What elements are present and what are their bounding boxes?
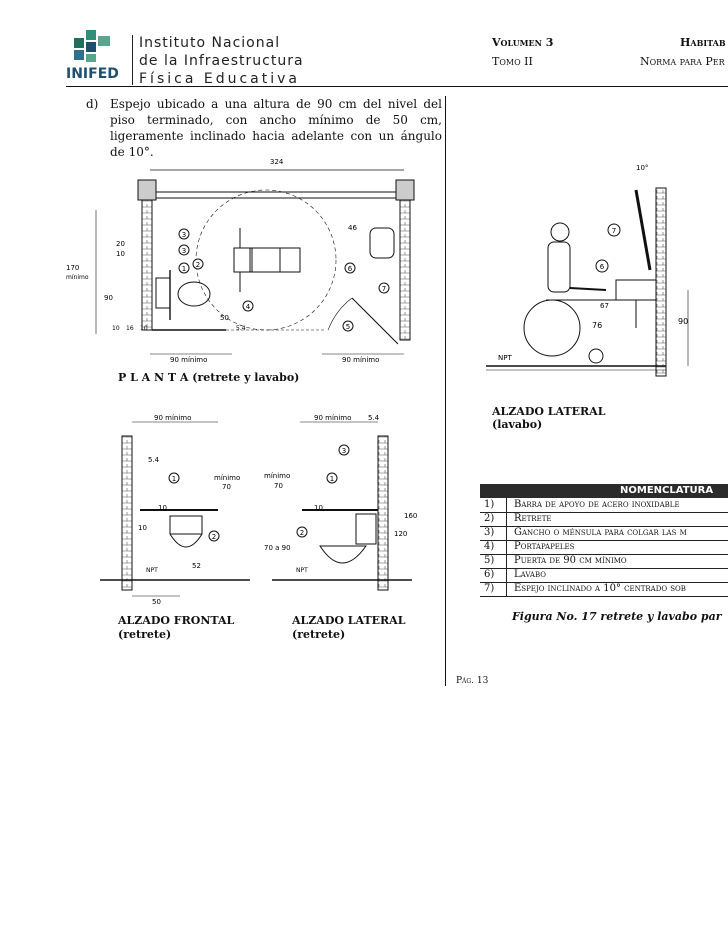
lateral-ret-70: 70 — [274, 482, 283, 490]
institute-name — [139, 34, 304, 88]
nomenclature-row — [480, 498, 728, 513]
dim-324: 324 — [270, 158, 284, 166]
nomenclature-row — [480, 554, 728, 569]
dim-50: 50 — [220, 314, 229, 322]
nom-text-1: Barra de apoyo de acero inoxidable — [514, 499, 680, 510]
frontal-marker-2: 2 — [211, 533, 217, 541]
nom-text-6: Lavabo — [514, 569, 546, 580]
institute-line-1: Instituto Nacional — [139, 35, 281, 51]
lateral-lavabo-caption-2: (lavabo) — [492, 418, 543, 431]
dim-20: 20 — [116, 240, 125, 248]
lateral-ret-54: 5.4 — [368, 414, 380, 422]
dim-67: 67 — [600, 302, 609, 310]
marker-lav-6: 6 — [599, 263, 605, 271]
frontal-dim-10: 10 — [158, 504, 167, 512]
nom-num-5: 5) — [484, 555, 495, 566]
frontal-marker-1: 1 — [171, 475, 177, 483]
lateral-ret-marker-2: 2 — [299, 529, 305, 537]
nom-num-7: 7) — [484, 583, 495, 594]
marker-4: 4 — [245, 303, 251, 311]
lateral-ret-npt: NPT — [296, 567, 308, 574]
inifed-logo — [66, 28, 128, 84]
lateral-ret-120: 120 — [394, 530, 408, 538]
nomenclature-title: NOMENCLATURA — [620, 485, 714, 496]
dim-76: 76 — [592, 321, 603, 330]
paragraph-text: Espejo ubicado a una altura de 90 cm del nivel del piso terminado, con ancho mínimo de 50 cm, ligeramente inclinado hacia adelante con un ángulo de 10°. — [110, 97, 442, 159]
dim-10c: 10 — [140, 325, 148, 332]
header-divider — [132, 35, 133, 85]
dim-54: 5.4 — [236, 325, 246, 332]
plan-caption: P L A N T A (retrete y lavabo) — [118, 371, 300, 384]
right-subtitle: Norma para Per — [640, 55, 725, 68]
plan-drawing — [66, 150, 446, 390]
figure-caption: Figura No. 17 retrete y lavabo par — [512, 610, 722, 623]
frontal-dim-70: 70 — [222, 483, 231, 491]
dim-90min-b: 90 mínimo — [342, 356, 380, 364]
dim-170: 170 — [66, 264, 80, 272]
frontal-minimo: mínimo — [214, 474, 241, 482]
lateral-ret-160: 160 — [404, 512, 418, 520]
dim-46: 46 — [348, 224, 357, 232]
marker-2: 2 — [195, 261, 201, 269]
dim-minimo: mínimo — [66, 274, 89, 281]
nom-num-2: 2) — [484, 513, 495, 524]
nom-num-6: 6) — [484, 569, 495, 580]
nom-text-2: Retrete — [514, 513, 552, 524]
lateral-ret-marker-1: 1 — [329, 475, 335, 483]
nom-text-7: Espejo inclinado a 10° centrado sob — [514, 583, 686, 594]
lateral-ret-90min: 90 mínimo — [314, 414, 352, 422]
logo-text: INIFED — [66, 66, 119, 82]
frontal-dim-52: 52 — [192, 562, 201, 570]
marker-lav-7: 7 — [611, 227, 617, 235]
marker-1: 1 — [181, 265, 187, 273]
lateral-ret-minimo: mínimo — [264, 472, 291, 480]
nomenclature-row — [480, 512, 728, 527]
nom-num-4: 4) — [484, 541, 495, 552]
frontal-caption-2: (retrete) — [118, 628, 172, 641]
institute-line-2: de la Infraestructura — [139, 53, 304, 69]
nomenclature-row — [480, 526, 728, 541]
institute-line-3: Física Educativa — [139, 71, 300, 87]
nom-num-3: 3) — [484, 527, 495, 538]
nomenclature-row — [480, 582, 728, 597]
lateral-ret-marker-3: 3 — [341, 447, 347, 455]
frontal-dim-54: 5.4 — [148, 456, 160, 464]
npt-lav: NPT — [498, 354, 512, 362]
dim-90min-a: 90 mínimo — [170, 356, 208, 364]
lateral-retrete-caption-1: ALZADO LATERAL — [292, 614, 406, 627]
marker-6: 6 — [347, 265, 353, 273]
nomenclature-row — [480, 568, 728, 583]
frontal-dim-50: 50 — [152, 598, 161, 606]
marker-3a: 3 — [181, 231, 187, 239]
nomenclature-header — [480, 484, 728, 498]
lateral-retrete-drawing — [262, 410, 442, 610]
frontal-dim-10b: 10 — [138, 524, 147, 532]
lateral-ret-10: 10 — [314, 504, 323, 512]
dim-10b: 10 — [112, 325, 120, 332]
frontal-npt: NPT — [146, 567, 158, 574]
lateral-lavabo-caption-1: ALZADO LATERAL — [492, 405, 606, 418]
header-rule — [66, 86, 728, 87]
lateral-ret-70a90: 70 a 90 — [264, 544, 291, 552]
lateral-lavabo-drawing — [486, 160, 728, 390]
frontal-caption-1: ALZADO FRONTAL — [118, 614, 235, 627]
volume-label: Volumen 3 — [492, 36, 554, 49]
paragraph-label: d) — [86, 97, 99, 111]
tomo-label: Tomo II — [492, 55, 533, 68]
nom-text-4: Portapapeles — [514, 541, 575, 552]
nomenclature-row — [480, 540, 728, 555]
marker-5: 5 — [345, 323, 351, 331]
dim-90: 90 — [104, 294, 113, 302]
dim-10: 10 — [116, 250, 125, 258]
frontal-dim-90min: 90 mínimo — [154, 414, 192, 422]
marker-7: 7 — [381, 285, 387, 293]
frontal-retrete-drawing — [100, 410, 260, 610]
angle-10: 10° — [636, 164, 649, 172]
dim-90-lav: 90 — [678, 317, 689, 326]
dim-16: 16 — [126, 325, 134, 332]
lateral-retrete-caption-2: (retrete) — [292, 628, 346, 641]
marker-3b: 3 — [181, 247, 187, 255]
page-number: Pág. 13 — [456, 676, 489, 686]
nom-num-1: 1) — [484, 499, 495, 510]
nom-text-5: Puerta de 90 cm mínimo — [514, 555, 627, 566]
right-title: Habitab — [680, 36, 726, 49]
nom-text-3: Gancho o ménsula para colgar las m — [514, 527, 687, 538]
